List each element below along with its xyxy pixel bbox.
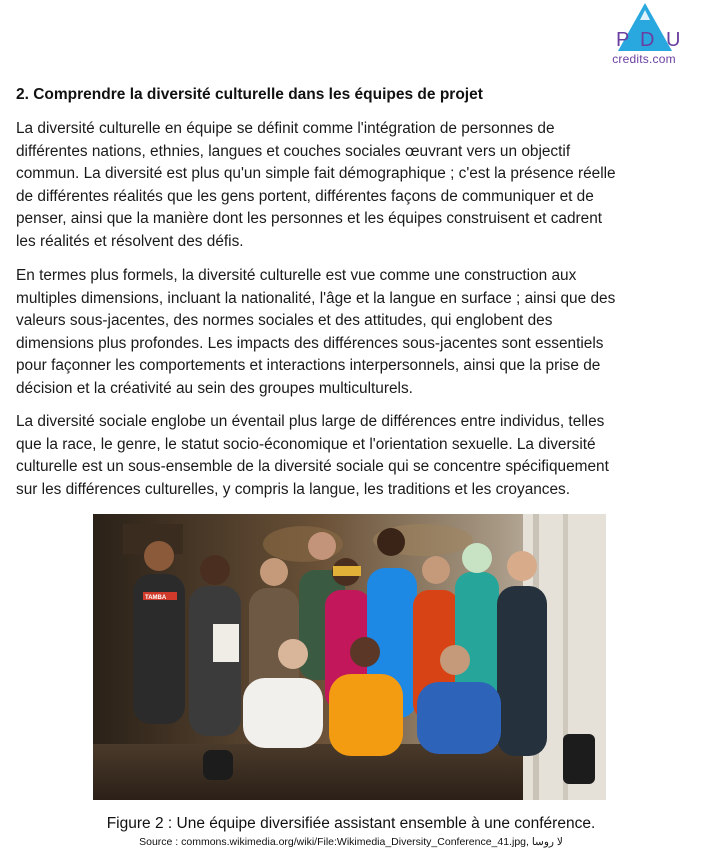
- paragraph-line: sur les différences culturelles, y compris la langue, les traditions et les croyances.: [16, 480, 571, 498]
- logo-letter-d: D: [640, 29, 655, 51]
- paragraph-line: décision et la créativité au sein des groupes multiculturels.: [16, 379, 413, 397]
- paragraph-line: valeurs sous-jacentes, des normes sociales et des attitudes, qui englobent des: [16, 312, 553, 330]
- paragraph-line: En termes plus formels, la diversité culturelle est vue comme une construction aux: [16, 267, 577, 284]
- conference-group-photo: [93, 514, 606, 800]
- pdu-credits-logo: [600, 2, 690, 66]
- logo-triangle-icon: [600, 2, 690, 52]
- paragraph-line: les réalités et résolvent des défis.: [16, 232, 244, 250]
- paragraph-2: [16, 265, 692, 401]
- paragraph-3: [16, 411, 692, 501]
- paragraph-line: La diversité sociale englobe un éventail plus large de différences entre individus, telles: [16, 413, 605, 430]
- paragraph-line: pour façonner les comportements et interactions interpersonnels, ainsi que la prise de: [16, 357, 601, 375]
- paragraph-line: dimensions plus profondes. Les impacts des différences sous-jacentes sont essentiels: [16, 334, 604, 352]
- section-heading: 2. Comprendre la diversité culturelle dans les équipes de projet: [16, 86, 483, 103]
- figure-caption: Figure 2 : Une équipe diversifiée assistant ensemble à une conférence.: [106, 815, 596, 832]
- paragraph-1: [16, 118, 692, 254]
- paragraph-line: penser, ainsi que la manière dont les personnes et les équipes construisent et cadrent: [16, 210, 603, 228]
- paragraph-line: de différentes réalités que les gens portent, différentes façons de communiquer et de: [16, 187, 594, 205]
- shirt-label: TAMBA: [145, 595, 167, 601]
- figure-source: Source : commons.wikimedia.org/wiki/File:Wikimedia_Diversity_Conference_41.jpg, لا روسا: [139, 836, 563, 848]
- paragraph-line: multiples dimensions, incluant la nationalité, l'âge et la langue en surface ; ainsi que des: [16, 289, 616, 307]
- logo-letter-u: U: [666, 29, 681, 51]
- paragraph-line: que la race, le genre, le statut socio-économique et l'orientation sexuelle. La diversité: [16, 435, 596, 453]
- paragraph-line: commun. La diversité est plus qu'un simple fait démographique ; c'est la présence réelle: [16, 165, 616, 183]
- logo-subtitle: credits.com: [612, 52, 676, 66]
- logo-letter-p: P: [616, 29, 630, 51]
- paragraph-line: La diversité culturelle en équipe se définit comme l'intégration de personnes de: [16, 120, 555, 137]
- paragraph-line: culturelle est un sous-ensemble de la diversité sociale qui se concentre spécifiquement: [16, 458, 609, 476]
- paragraph-line: différentes nations, ethnies, langues et couches sociales œuvrant vers un objectif: [16, 142, 571, 160]
